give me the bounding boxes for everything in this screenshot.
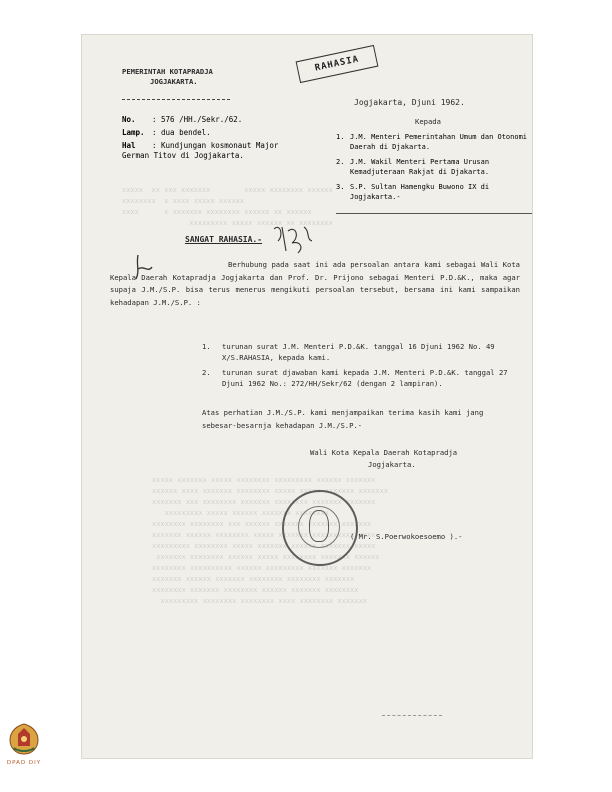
- handwritten-initial-icon: [270, 221, 320, 257]
- letter-attachment: [122, 128, 211, 137]
- no-value: : 576 /HH./Sekr./62.: [152, 115, 243, 124]
- recipient-number: 2.: [336, 158, 345, 166]
- heading-sangat-rahasia: SANGAT RAHASIA.-: [185, 235, 263, 244]
- no-label: No.: [122, 115, 136, 124]
- body-paragraph: Berhubung pada saat ini ada persoalan antara kami sebagai Wali Kota Kepala Daerah Kotapradja Jogjakarta dan Prof. Dr. Prijono sebagai Menteri P.D.&K., maka agar supaja J.M./S.P. bisa terus menerus mengikuti persoalan tersebut, bersama ini kami sampaikan kehadapan J.M./S.P. :: [110, 260, 520, 307]
- lamp-label: Lamp.: [122, 128, 145, 137]
- attachment-text: turunan surat djawaban kami kepada J.M. Menteri P.D.&K. tanggal 27 Djuni 1962 No.: 272/HH/Sekr/62 (dengan 2 lampiran).: [222, 368, 508, 388]
- letterhead-line1: PEMERINTAH KOTAPRADJA: [122, 67, 213, 76]
- attachment-text: turunan surat J.M. Menteri P.D.&K. tanggal 16 Djuni 1962 No. 49 X/S.RAHASIA, kepada kami.: [222, 342, 495, 362]
- letterhead-divider: [122, 99, 230, 100]
- attachment-item: [202, 341, 514, 363]
- recipient-number: 1.: [336, 133, 345, 141]
- recipient-item: [336, 183, 531, 202]
- recipient-text: J.M. Menteri Pemerintahan Umum dan Otonomi Daerah di Djakarta.: [350, 133, 528, 151]
- attachment-number: 1.: [202, 342, 211, 351]
- closing-paragraph: Atas perhatian J.M./S.P. kami menjampaikan terima kasih kami jang sebesar-besarnja kehadapan J.M./S.P.-: [202, 408, 484, 430]
- hal-value: : Kundjungan kosmonaut Major German Titov di Jogjakarta.: [122, 141, 279, 160]
- seal-emblem-icon: [309, 510, 329, 542]
- hal-label: Hal: [122, 141, 136, 150]
- dpad-logo-icon: [8, 722, 40, 756]
- recipient-text: S.P. Sultan Hamengku Buwono IX di Jogjakarta.-: [350, 183, 490, 201]
- letterhead: [122, 67, 242, 87]
- attachment-number: 2.: [202, 368, 211, 377]
- signatory-title-line1: Wali Kota Kepala Daerah Kotapradja: [310, 448, 458, 457]
- rahasia-stamp: RAHASIA: [296, 45, 379, 83]
- recipient-text: J.M. Wakil Menteri Pertama Urusan Kemadjuteraan Rakjat di Djakarta.: [350, 158, 490, 176]
- signatory-title: [310, 447, 510, 471]
- letter-subject: [122, 141, 287, 160]
- dpad-logo-text: DPAD DIY: [6, 760, 42, 766]
- attachment-item: [202, 367, 514, 389]
- recipient-number: 3.: [336, 183, 345, 191]
- recipient-divider: [336, 213, 532, 214]
- bleed-through-text: xxxxx xx xxx xxxxxxx xxxxx xxxxxxxx xxxxxx xxxxxxxx x xxxx xxxxx xxxxxx xxxx x xxxxxxx xxxxxxxx xxxxxx xx xxxxxx xxxxxxxxx xxxxx xxxxxx xx xxxxxxxx: [122, 186, 333, 227]
- date-line: Jogjakarta, Djuni 1962.: [354, 98, 465, 107]
- signatory-name: ( Mr. S.Poerwokoesoemo ).-: [350, 532, 463, 541]
- attachment-list: [202, 341, 514, 393]
- recipient-item: [336, 133, 531, 152]
- footer-mark: [382, 715, 442, 716]
- signatory-title-line2: Jogjakarta.: [368, 460, 416, 469]
- official-seal: [282, 490, 358, 566]
- bleed-through-text-lower: xxxxx xxxxxxx xxxxx xxxxxxxx xxxxxxxxx xxxxxx xxxxxxx xxxxxx xxxx xxxxxxx xxxxxxxx xxxxx xxxxx xxxxxxx xxxxxxx xxxxxxx xxx xxxxxxxx xxxxxxx xxxxxxxx xxxxxxx xxxxxxx xxxxxxxxx xxxxx xxxxxx xxxxxxx xxxxxxxx xxxxxxxx xxxxxxxx xxx xxxxxx xxxxxxx xxxxxxx xxxxxxx xxxxxxx xxxxxx xxxxxxxx xxxxx xxxxxxx xxxxxxxxxx xxxx xxxxxxxxx xxxxxxxx xxxxx xxxxxxx xxxxxx xxxxxxx xxxxx xxxxxxx xxxxxxxx xxxxxx xxxxx xxxxxxxx xxxxxxx xxxxxx xxxxxxxx xxxxxxxxxx xxxxxx xxxxxxxxx xxxxxxx xxxxxxx xxxxxxx xxxxxx xxxxxxx xxxxxxxx xxxxxxxx xxxxxxx xxxxxxxx xxxxxxx xxxxxxxx xxxxxx xxxxxxx xxxxxxxx xxxxxxxxx xxxxxxxx xxxxxxxx xxxx xxxxxxxx xxxxxxx: [152, 476, 389, 605]
- recipient-list: [336, 133, 531, 208]
- letter-page: [82, 35, 532, 758]
- lamp-value: : dua bendel.: [152, 128, 211, 137]
- recipient-item: [336, 158, 531, 177]
- letterhead-line2: JOGJAKARTA.: [150, 77, 198, 86]
- to-label: Kepada: [415, 117, 441, 126]
- letter-number: [122, 115, 242, 124]
